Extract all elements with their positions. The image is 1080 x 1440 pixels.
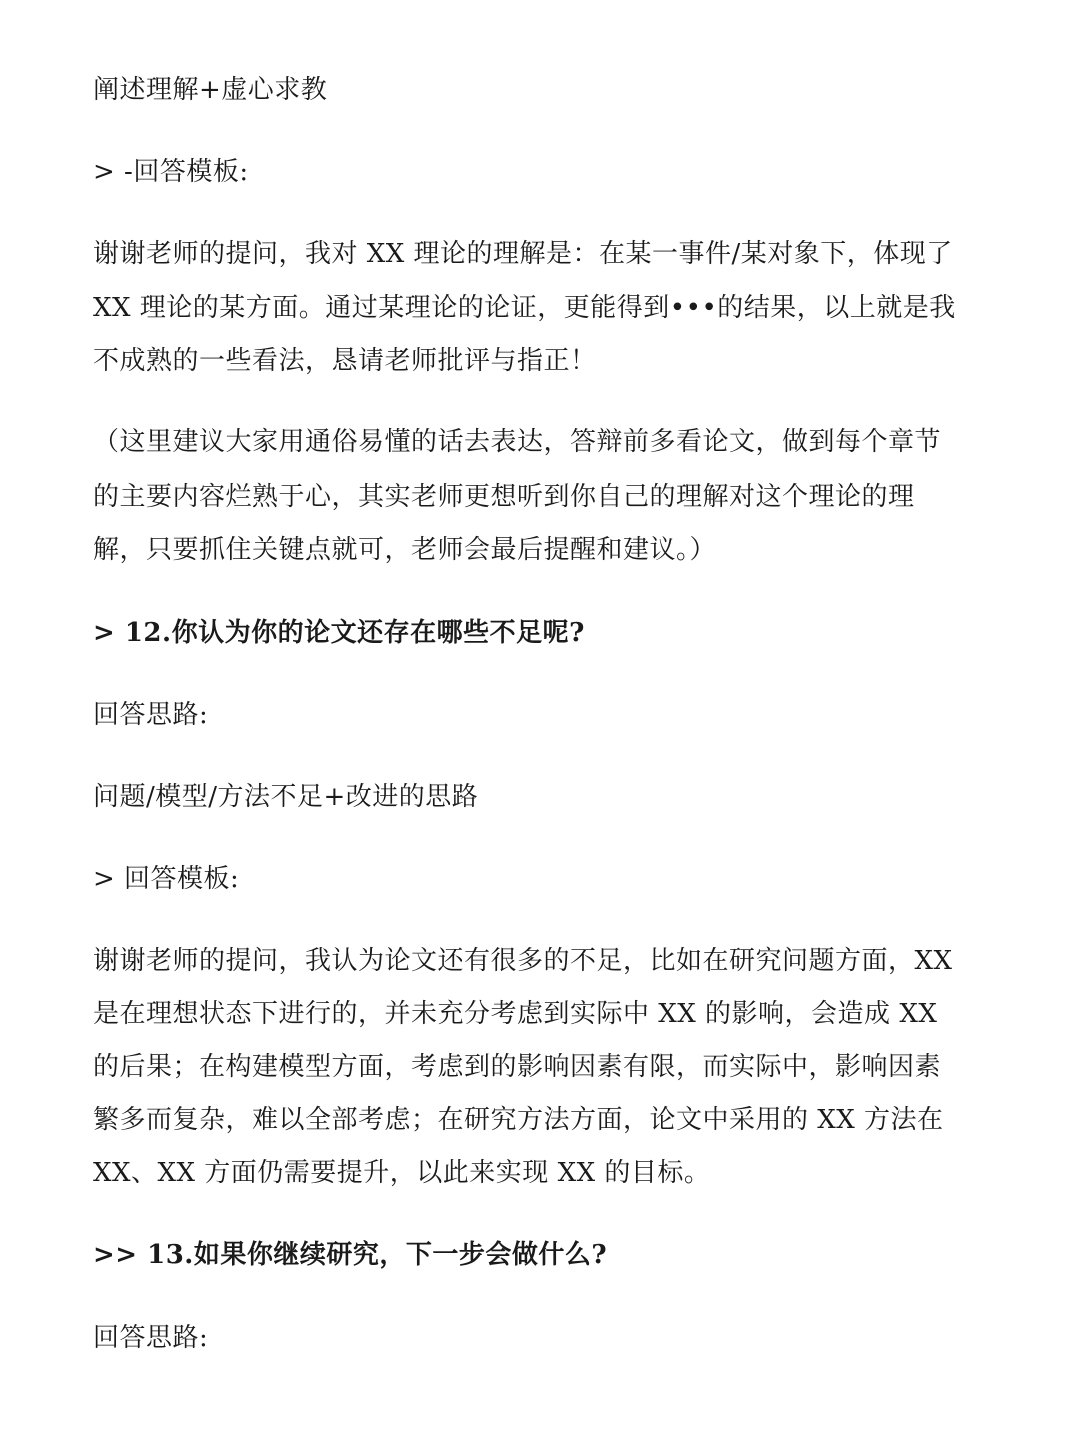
paragraph-line: XX 理论的某方面。通过某理论的论证，更能得到•••的结果，以上就是我 xyxy=(93,293,956,323)
paragraph-line: 不成熟的一些看法，恳请老师批评与指正！ xyxy=(93,346,597,376)
text-line-answer-template-label: > -回答模板: xyxy=(93,157,249,187)
text-line-explain-understanding: 阐述理解+虚心求教 xyxy=(93,75,328,105)
question-heading-13: >> 13.如果你继续研究，下一步会做什么? xyxy=(93,1240,608,1270)
paragraph-line: XX、XX 方面仍需要提升，以此来实现 XX 的目标。 xyxy=(93,1158,711,1188)
paragraph-line: 解，只要抓住关键点就可，老师会最后提醒和建议。） xyxy=(93,535,717,565)
paragraph-line: 的后果；在构建模型方面，考虑到的影响因素有限，而实际中，影响因素 xyxy=(93,1052,942,1082)
text-line-answer-approach-label: 回答思路: xyxy=(93,1323,209,1353)
text-line-answer-template-label: > 回答模板: xyxy=(93,864,240,894)
paragraph-line: 谢谢老师的提问，我对 XX 理论的理解是：在某一事件/某对象下，体现了 xyxy=(93,239,953,269)
paragraph-line: 的主要内容烂熟于心，其实老师更想听到你自己的理解对这个理论的理 xyxy=(93,482,915,512)
paragraph-line: 谢谢老师的提问，我认为论文还有很多的不足，比如在研究问题方面，XX xyxy=(93,946,953,976)
text-line-approach: 问题/模型/方法不足+改进的思路 xyxy=(93,782,479,812)
text-line-answer-approach-label: 回答思路: xyxy=(93,700,209,730)
paragraph-line: 繁多而复杂，难以全部考虑；在研究方法方面，论文中采用的 XX 方法在 xyxy=(93,1105,944,1135)
paragraph-line: 是在理想状态下进行的，并未充分考虑到实际中 XX 的影响，会造成 XX xyxy=(93,999,938,1029)
paragraph-line: （这里建议大家用通俗易懂的话去表达，答辩前多看论文，做到每个章节 xyxy=(93,427,942,457)
question-heading-12: > 12.你认为你的论文还存在哪些不足呢? xyxy=(93,618,585,648)
